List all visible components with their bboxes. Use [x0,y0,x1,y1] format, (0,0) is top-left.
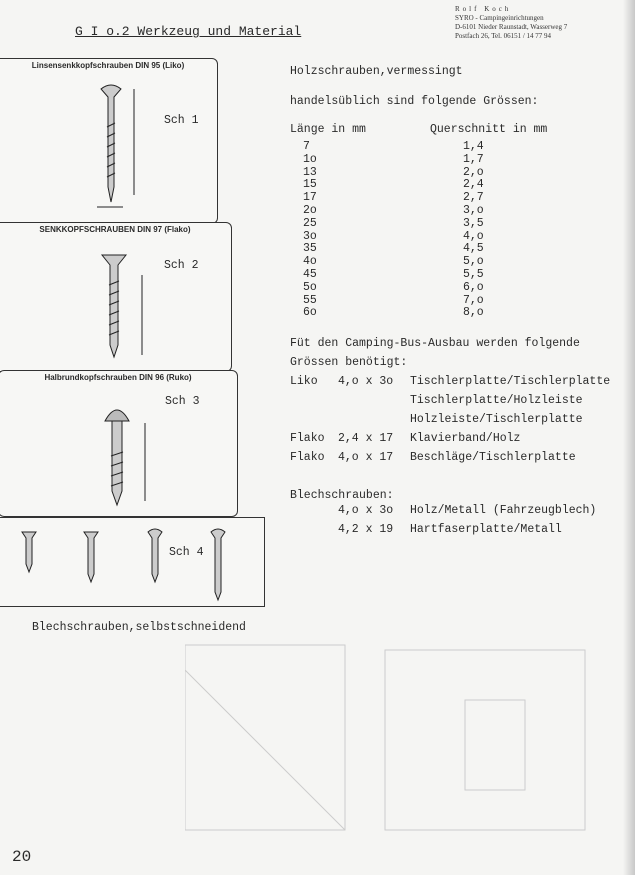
diameter-cell: 2,4 [463,178,484,192]
letterhead-address: D-6101 Nieder Raunstadt, Wasserweg 7 [455,23,568,31]
length-cell: 2o [303,204,317,217]
length-cell: 5o [303,280,317,294]
diameter-cell: 1,7 [463,152,484,166]
diameter-cell: 5,o [463,255,484,269]
letterhead-contact: Postfach 26, Tel. 06151 / 14 77 94 [455,32,552,40]
table-header-length: Länge in mm [290,123,366,136]
usage-application: Tischlerplatte/Tischlerplatte [410,375,611,388]
roundhead-screw-illustration [99,401,159,513]
length-cell: 1o [303,152,317,166]
diameter-cell: 6,o [463,280,484,294]
diameter-cell: 3,o [463,204,484,217]
usage-size: 2,4 x 17 [338,432,394,445]
usage-type: Liko [290,375,318,388]
diameter-cell: 7,o [463,293,484,307]
diameter-cell: 2,7 [463,191,484,205]
screw-label: Sch 3 [165,395,200,408]
wood-screw-illustration [89,77,149,217]
page-number: 20 [12,848,32,866]
sheet-application: Holz/Metall (Fahrzeugblech) [410,504,597,517]
letterhead [455,5,567,41]
screw-box-liko [0,58,218,224]
usage-application: Beschläge/Tischlerplatte [410,451,576,464]
diameter-cell: 2,o [463,165,484,179]
sheet-caption: Blechschrauben,selbstschneidend [32,621,246,634]
diameter-cell: 3,5 [463,216,484,230]
section-heading: Holzschrauben,vermessingt [290,65,463,78]
length-cell: 6o [303,306,317,320]
length-cell: 45 [303,268,317,281]
usage-intro: Füt den Camping-Bus-Ausbau werden folgende [290,337,580,350]
usage-size: 4,o x 3o [338,375,394,388]
screw-label: Sch 2 [164,259,199,272]
usage-intro: Grössen benötigt: [290,356,408,369]
usage-application: Tischlerplatte/Holzleiste [410,394,583,407]
usage-type: Flako [290,451,325,464]
screw-caption: Halbrundkopfschrauben DIN 96 (Ruko) [44,373,192,382]
usage-type: Flako [290,432,325,445]
screw-box-flako [0,222,232,372]
letterhead-name: Rolf Koch [455,5,512,13]
screw-caption: Linsensenkkopfschrauben DIN 95 (Liko) [31,61,185,70]
screw-caption: SENKKOPFSCHRAUBEN DIN 97 (Flako) [39,225,191,234]
diameter-cell: 4,5 [463,242,484,256]
diameter-cell: 4,o [463,229,484,243]
sheet-size: 4,2 x 19 [338,523,394,536]
faint-show-through-drawing [185,640,605,835]
length-cell: 35 [303,242,317,256]
diameter-cell: 8,o [463,306,484,320]
length-cell: 25 [303,216,317,230]
table-header-diameter: Querschnitt in mm [430,123,548,136]
intro-text: handelsüblich sind folgende Grössen: [290,95,539,108]
screw-box-sheet-metal [0,517,265,607]
length-cell: 55 [303,293,317,307]
length-cell: 13 [303,165,317,179]
sheet-metal-screws-illustration [14,526,244,606]
screw-label: Sch 1 [164,114,199,127]
length-cell: 4o [303,255,317,269]
screw-box-ruko [0,370,238,517]
page-edge-shadow [623,0,635,875]
usage-application: Klavierband/Holz [410,432,521,445]
length-cell: 7 [303,140,310,153]
usage-size: 4,o x 17 [338,451,394,464]
length-cell: 17 [303,191,317,205]
length-cell: 3o [303,229,317,243]
page-title: G I o.2 Werkzeug und Material [75,24,302,39]
screw-label: Sch 4 [169,546,204,559]
length-cell: 15 [303,178,317,192]
countersunk-screw-illustration [94,245,154,365]
sheet-application: Hartfaserplatte/Metall [410,523,562,536]
letterhead-company: SYRO - Campingeinrichtungen [455,14,544,22]
sheet-size: 4,o x 3o [338,504,394,517]
sheet-heading: Blechschrauben: [290,489,394,502]
diameter-cell: 1,4 [463,140,484,153]
usage-application: Holzleiste/Tischlerplatte [410,413,583,426]
diameter-cell: 5,5 [463,268,484,281]
